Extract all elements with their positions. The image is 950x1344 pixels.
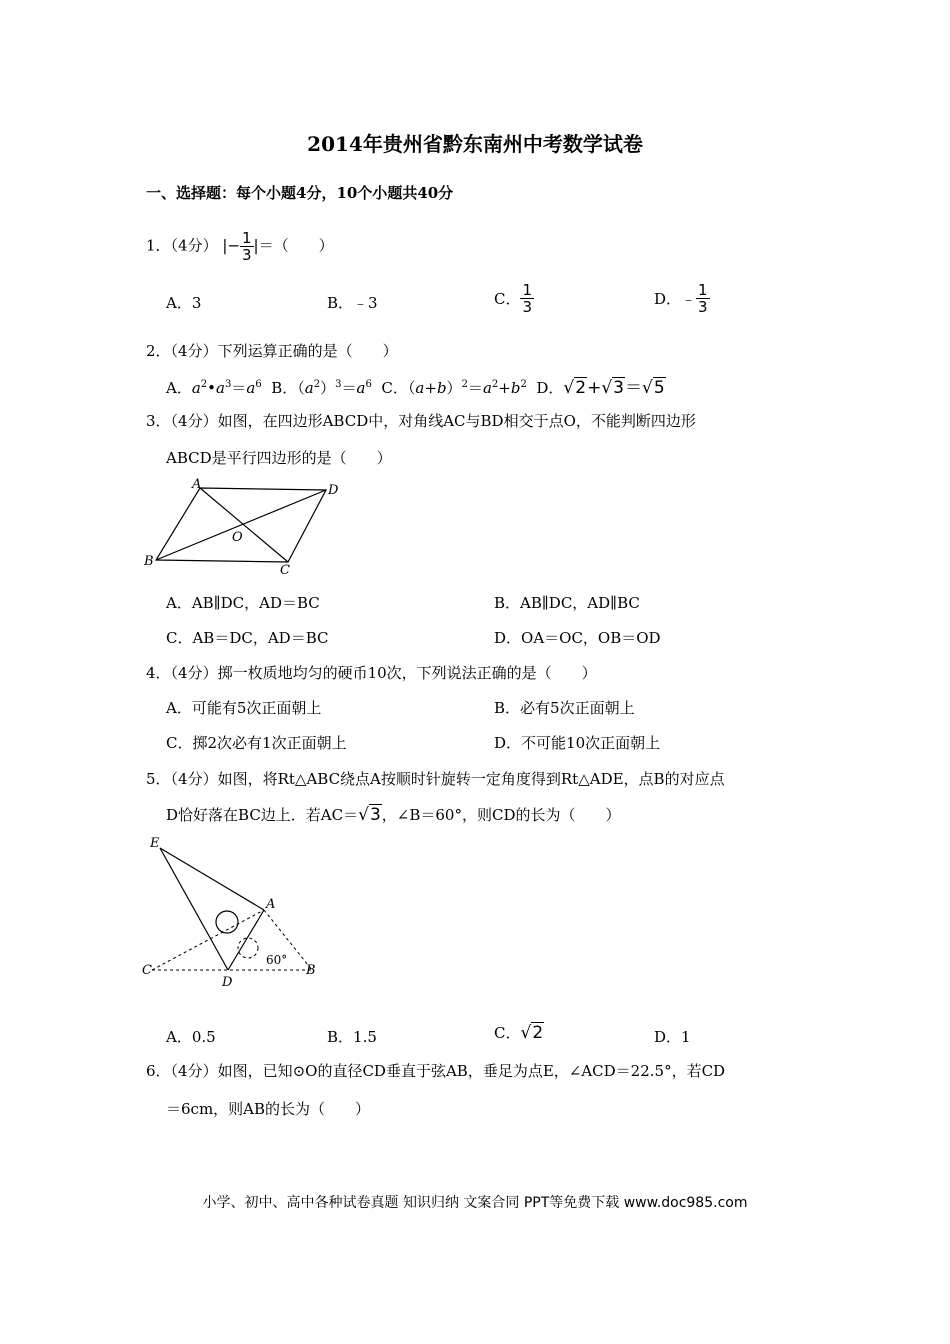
question-5: 5．（4分）如图，将Rt△ABC绕点A按顺时针旋转一定角度得到Rt△ADE，点B的对应点 <box>146 770 725 788</box>
label-b: B <box>144 554 154 569</box>
q5-option-b: B．1.5 <box>327 1028 377 1046</box>
segment-ea <box>160 848 264 910</box>
q4-option-d: D．不可能10次正面朝上 <box>494 734 661 752</box>
label-a: A <box>266 897 276 912</box>
q5-rotation-figure <box>140 830 330 992</box>
q3-option-b: B．AB∥DC，AD∥BC <box>494 594 640 612</box>
q1-number: 1． <box>146 236 171 255</box>
label-e: E <box>150 836 160 851</box>
q3-option-c: C．AB＝DC，AD＝BC <box>166 629 329 647</box>
question-1: 1．（4分） |− $\frac{1}{3}$ |＝（ ） <box>146 229 334 264</box>
angle-60-label: 60° <box>266 953 288 967</box>
question-2: 2．（4分）下列运算正确的是（ ） <box>146 342 398 360</box>
page-title: 2014年贵州省黔东南州中考数学试卷 <box>307 132 643 156</box>
q1-option-a: A．3 <box>166 294 202 312</box>
diagonal-bd <box>156 490 326 560</box>
q3-option-d: D．OA＝OC，OB＝OD <box>494 629 661 647</box>
page-footer: 小学、初中、高中各种试卷真题 知识归纳 文案合同 PPT等免费下载 www.doc985.com <box>202 1195 748 1211</box>
label-o: O <box>232 530 243 545</box>
q5-stem-line2: D恰好落在BC边上．若AC＝√3，∠B＝60°，则CD的长为（ ） <box>166 805 621 825</box>
q6-stem-line2: ＝6cm，则AB的长为（ ） <box>166 1100 371 1118</box>
q2-options: A．$a^2•a^3=a^6$ B．$(a^2)^3=a^6$ C．$(a+b)^2=a^2+b^2$ D．√2+√3＝√5 <box>166 378 665 398</box>
q1-score: （4分） <box>170 236 218 255</box>
label-d: D <box>328 483 339 498</box>
label-c: C <box>142 963 152 978</box>
section-heading: 一、选择题：每个小题4分，10个小题共40分 <box>146 184 454 202</box>
q5-option-a: A．0.5 <box>166 1028 216 1046</box>
diagonal-ac <box>200 488 288 562</box>
question-4: 4．（4分）掷一枚质地均匀的硬币10次，下列说法正确的是（ ） <box>146 664 597 682</box>
question-3: 3．（4分）如图，在四边形ABCD中，对角线AC与BD相交于点O，不能判断四边形 <box>146 412 696 430</box>
q1-option-c: C． $\frac{1}{3}$ <box>494 281 533 316</box>
question-6: 6．（4分）如图，已知⊙O的直径CD垂直于弦AB，垂足为点E，∠ACD＝22.5°，若CD <box>146 1062 726 1080</box>
q3-option-a: A．AB∥DC，AD＝BC <box>166 594 320 612</box>
q3-stem-line2: ABCD是平行四边形的是（ ） <box>166 449 392 467</box>
q5-option-d: D．1 <box>654 1028 691 1046</box>
q4-option-b: B．必有5次正面朝上 <box>494 699 635 717</box>
q4-option-c: C．掷2次必有1次正面朝上 <box>166 734 347 752</box>
q3-parallelogram-figure <box>140 474 350 580</box>
segment-ca <box>152 910 264 970</box>
q4-option-a: A．可能有5次正面朝上 <box>166 699 322 717</box>
q1-fraction: $\frac{1}{3}$ <box>242 229 252 264</box>
q1-tail: ＝（ ） <box>258 236 334 255</box>
segment-ad <box>228 910 264 970</box>
label-b: B <box>306 963 316 978</box>
label-d: D <box>222 975 233 990</box>
label-c: C <box>280 563 290 578</box>
q5-option-c: C．√2 <box>494 1023 544 1043</box>
segment-ed <box>160 848 228 970</box>
label-a: A <box>192 477 202 492</box>
q1-option-d: D．﹣ $\frac{1}{3}$ <box>654 281 708 316</box>
q1-option-b: B．﹣3 <box>327 294 378 312</box>
